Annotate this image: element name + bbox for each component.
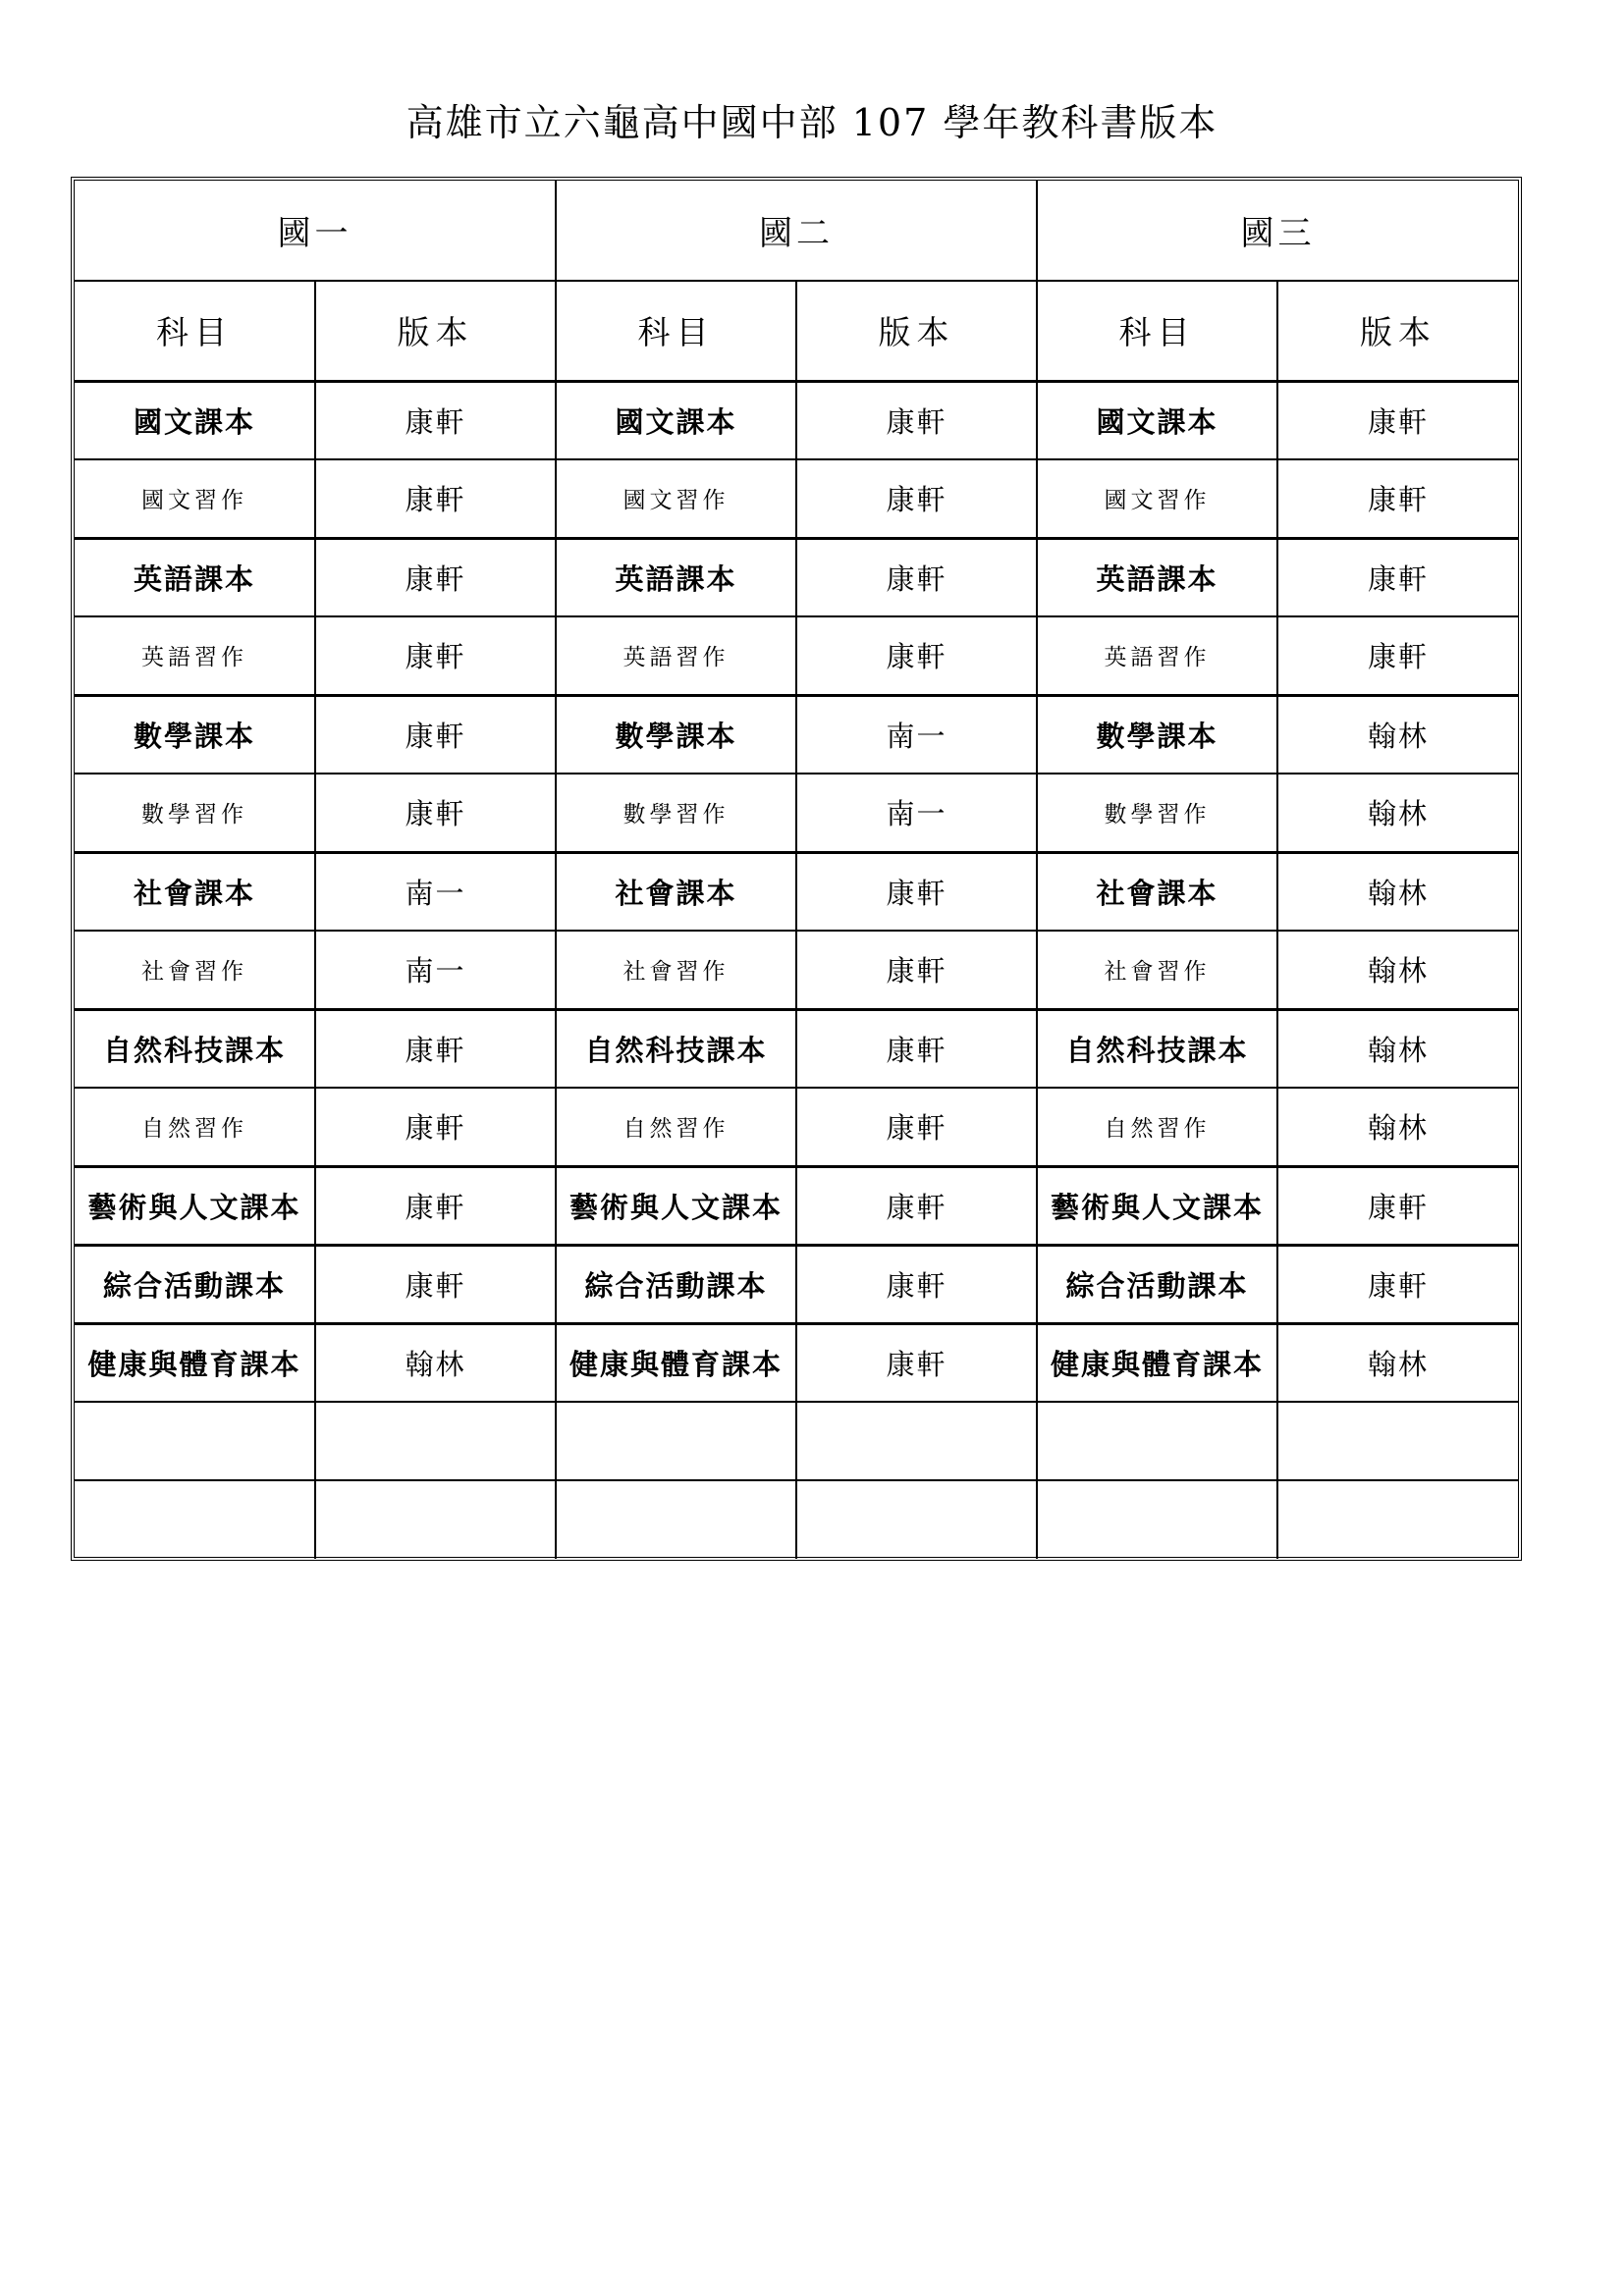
subject-cell: 綜合活動課本 bbox=[556, 1245, 796, 1323]
edition-cell: 南一 bbox=[315, 931, 556, 1009]
edition-cell bbox=[796, 1402, 1037, 1480]
edition-cell bbox=[315, 1402, 556, 1480]
edition-cell: 康軒 bbox=[796, 381, 1037, 459]
subject-cell: 數學課本 bbox=[1037, 695, 1277, 774]
edition-cell bbox=[796, 1480, 1037, 1559]
edition-cell: 康軒 bbox=[796, 931, 1037, 1009]
subject-cell: 英語課本 bbox=[75, 538, 315, 616]
subject-cell: 英語課本 bbox=[1037, 538, 1277, 616]
subject-cell: 數學課本 bbox=[75, 695, 315, 774]
subject-cell: 自然科技課本 bbox=[556, 1009, 796, 1088]
edition-cell: 翰林 bbox=[1277, 1088, 1518, 1166]
subject-cell: 英語習作 bbox=[1037, 616, 1277, 695]
edition-cell: 康軒 bbox=[315, 381, 556, 459]
table-row bbox=[75, 774, 1518, 852]
edition-cell: 南一 bbox=[796, 774, 1037, 852]
edition-cell: 康軒 bbox=[315, 695, 556, 774]
edition-cell: 康軒 bbox=[315, 538, 556, 616]
subject-cell: 國文課本 bbox=[75, 381, 315, 459]
table-row bbox=[75, 459, 1518, 538]
table-row bbox=[75, 1323, 1518, 1402]
subject-cell: 健康與體育課本 bbox=[556, 1323, 796, 1402]
edition-cell: 南一 bbox=[796, 695, 1037, 774]
textbook-edition-table-frame bbox=[71, 177, 1522, 1561]
grade-header-3: 國三 bbox=[1037, 181, 1518, 281]
subject-cell: 自然科技課本 bbox=[1037, 1009, 1277, 1088]
edition-cell: 康軒 bbox=[315, 774, 556, 852]
edition-cell: 康軒 bbox=[796, 538, 1037, 616]
subject-cell bbox=[75, 1480, 315, 1559]
subject-cell: 國文課本 bbox=[556, 381, 796, 459]
subject-cell bbox=[1037, 1480, 1277, 1559]
table-row bbox=[75, 1009, 1518, 1088]
grade-header-2: 國二 bbox=[556, 181, 1037, 281]
column-header-subject: 科目 bbox=[1037, 281, 1277, 381]
subject-cell: 數學習作 bbox=[75, 774, 315, 852]
edition-cell: 康軒 bbox=[796, 1323, 1037, 1402]
table-row bbox=[75, 852, 1518, 931]
edition-cell: 康軒 bbox=[315, 1009, 556, 1088]
table-row bbox=[75, 1166, 1518, 1245]
edition-cell: 康軒 bbox=[1277, 1166, 1518, 1245]
column-header-edition: 版本 bbox=[796, 281, 1037, 381]
edition-cell: 康軒 bbox=[796, 852, 1037, 931]
subject-cell: 綜合活動課本 bbox=[1037, 1245, 1277, 1323]
subject-cell: 社會課本 bbox=[556, 852, 796, 931]
subject-cell bbox=[556, 1480, 796, 1559]
subject-cell bbox=[556, 1402, 796, 1480]
edition-cell: 康軒 bbox=[796, 459, 1037, 538]
edition-cell: 翰林 bbox=[1277, 1009, 1518, 1088]
table-row bbox=[75, 1088, 1518, 1166]
column-header-subject: 科目 bbox=[75, 281, 315, 381]
edition-cell: 康軒 bbox=[1277, 538, 1518, 616]
edition-cell: 翰林 bbox=[1277, 774, 1518, 852]
edition-cell: 康軒 bbox=[796, 1245, 1037, 1323]
column-header-row bbox=[75, 281, 1518, 381]
subject-cell: 英語習作 bbox=[75, 616, 315, 695]
edition-cell bbox=[1277, 1480, 1518, 1559]
table-row bbox=[75, 538, 1518, 616]
edition-cell: 翰林 bbox=[1277, 852, 1518, 931]
edition-cell: 翰林 bbox=[1277, 1323, 1518, 1402]
subject-cell: 自然習作 bbox=[75, 1088, 315, 1166]
edition-cell: 康軒 bbox=[1277, 459, 1518, 538]
edition-cell: 康軒 bbox=[315, 1245, 556, 1323]
table-body bbox=[75, 181, 1518, 1559]
table-row bbox=[75, 381, 1518, 459]
edition-cell: 康軒 bbox=[796, 1009, 1037, 1088]
subject-cell bbox=[1037, 1402, 1277, 1480]
subject-cell: 數學習作 bbox=[1037, 774, 1277, 852]
edition-cell: 康軒 bbox=[1277, 1245, 1518, 1323]
subject-cell: 藝術與人文課本 bbox=[1037, 1166, 1277, 1245]
edition-cell: 南一 bbox=[315, 852, 556, 931]
table-row bbox=[75, 1402, 1518, 1480]
edition-cell: 康軒 bbox=[1277, 616, 1518, 695]
subject-cell: 健康與體育課本 bbox=[75, 1323, 315, 1402]
edition-cell: 康軒 bbox=[796, 1166, 1037, 1245]
table-row bbox=[75, 931, 1518, 1009]
subject-cell: 綜合活動課本 bbox=[75, 1245, 315, 1323]
subject-cell: 英語課本 bbox=[556, 538, 796, 616]
grade-header-row bbox=[75, 181, 1518, 281]
column-header-edition: 版本 bbox=[1277, 281, 1518, 381]
edition-cell bbox=[315, 1480, 556, 1559]
subject-cell: 社會習作 bbox=[556, 931, 796, 1009]
edition-cell: 翰林 bbox=[1277, 931, 1518, 1009]
subject-cell: 藝術與人文課本 bbox=[75, 1166, 315, 1245]
textbook-edition-table bbox=[75, 181, 1518, 1559]
page-title: 高雄市立六龜高中國中部 107 學年教科書版本 bbox=[406, 101, 1218, 144]
subject-cell: 社會習作 bbox=[75, 931, 315, 1009]
subject-cell: 健康與體育課本 bbox=[1037, 1323, 1277, 1402]
subject-cell: 自然習作 bbox=[1037, 1088, 1277, 1166]
subject-cell: 國文習作 bbox=[75, 459, 315, 538]
subject-cell: 社會課本 bbox=[1037, 852, 1277, 931]
table-row bbox=[75, 616, 1518, 695]
table-row bbox=[75, 1245, 1518, 1323]
edition-cell: 康軒 bbox=[315, 616, 556, 695]
edition-cell: 康軒 bbox=[315, 459, 556, 538]
column-header-subject: 科目 bbox=[556, 281, 796, 381]
subject-cell: 英語習作 bbox=[556, 616, 796, 695]
table-row bbox=[75, 1480, 1518, 1559]
subject-cell: 國文習作 bbox=[1037, 459, 1277, 538]
subject-cell bbox=[75, 1402, 315, 1480]
subject-cell: 自然習作 bbox=[556, 1088, 796, 1166]
edition-cell: 翰林 bbox=[1277, 695, 1518, 774]
subject-cell: 數學習作 bbox=[556, 774, 796, 852]
subject-cell: 數學課本 bbox=[556, 695, 796, 774]
edition-cell: 康軒 bbox=[796, 616, 1037, 695]
column-header-edition: 版本 bbox=[315, 281, 556, 381]
grade-header-1: 國一 bbox=[75, 181, 556, 281]
edition-cell: 康軒 bbox=[315, 1088, 556, 1166]
edition-cell bbox=[1277, 1402, 1518, 1480]
edition-cell: 康軒 bbox=[1277, 381, 1518, 459]
subject-cell: 國文課本 bbox=[1037, 381, 1277, 459]
subject-cell: 社會習作 bbox=[1037, 931, 1277, 1009]
table-row bbox=[75, 695, 1518, 774]
subject-cell: 社會課本 bbox=[75, 852, 315, 931]
edition-cell: 翰林 bbox=[315, 1323, 556, 1402]
subject-cell: 自然科技課本 bbox=[75, 1009, 315, 1088]
subject-cell: 藝術與人文課本 bbox=[556, 1166, 796, 1245]
edition-cell: 康軒 bbox=[315, 1166, 556, 1245]
edition-cell: 康軒 bbox=[796, 1088, 1037, 1166]
subject-cell: 國文習作 bbox=[556, 459, 796, 538]
